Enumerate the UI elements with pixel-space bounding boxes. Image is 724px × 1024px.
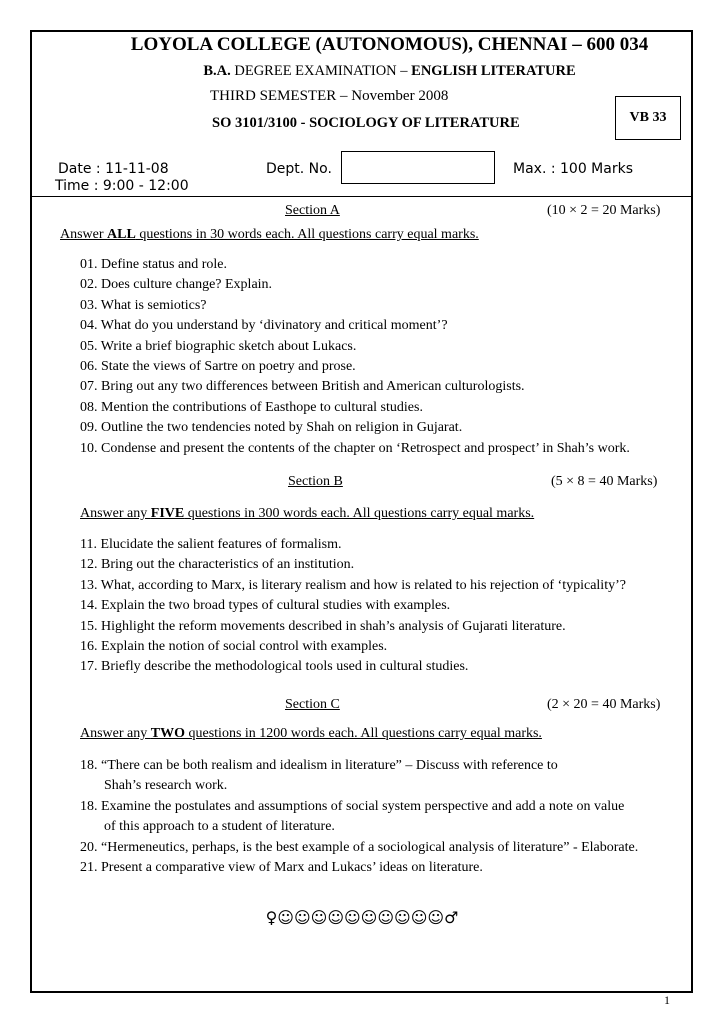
section-a-marks: (10 × 2 = 20 Marks)	[547, 203, 661, 218]
degree-prefix: B.A.	[203, 63, 231, 79]
question: 17. Briefly describe the methodological tools used in cultural studies.	[80, 659, 469, 675]
section-c-instruction	[80, 726, 542, 742]
section-a-questions	[80, 255, 630, 459]
max-marks: Max. : 100 Marks	[513, 161, 633, 177]
degree-line	[0, 63, 724, 80]
question: 21. Present a comparative view of Marx and Lukacs’ ideas on literature.	[80, 859, 483, 875]
degree-subject: ENGLISH LITERATURE	[411, 63, 576, 79]
question-continuation: Shah’s research work.	[104, 778, 228, 794]
question: 14. Explain the two broad types of cultural studies with examples.	[80, 598, 451, 614]
section-a-instr-post: questions in 30 words each. All questions carry equal marks.	[135, 227, 479, 242]
question: 02. Does culture change? Explain.	[80, 277, 273, 293]
section-c-instr-bold: TWO	[150, 726, 185, 741]
section-a-title: Section A	[285, 203, 340, 218]
question-continuation: of this approach to a student of literature.	[104, 819, 335, 835]
question: 09. Outline the two tendencies noted by Shah on religion in Gujarat.	[80, 420, 463, 436]
question: 18. “There can be both realism and idealism in literature” – Discuss with reference to	[80, 758, 558, 773]
paper-code-box	[615, 96, 681, 140]
semester-line: THIRD SEMESTER – November 2008	[210, 88, 449, 104]
question: 08. Mention the contributions of Easthope to cultural studies.	[80, 399, 423, 415]
section-a-instruction	[60, 227, 479, 243]
question: 16. Explain the notion of social control with examples.	[80, 638, 388, 654]
question: 05. Write a brief biographic sketch about Lukacs.	[80, 338, 357, 354]
section-b-instr-post: questions in 300 words each. All questions carry equal marks.	[184, 506, 535, 521]
section-c-marks: (2 × 20 = 40 Marks)	[547, 697, 661, 712]
question: 18. Examine the postulates and assumptions of social system perspective and add a note on value	[80, 798, 625, 814]
course-title: SO 3101/3100 - SOCIOLOGY OF LITERATURE	[212, 115, 520, 131]
question: 12. Bring out the characteristics of an institution.	[80, 557, 355, 573]
question: 04. What do you understand by ‘divinatory and critical moment’?	[80, 318, 448, 334]
question: 11. Elucidate the salient features of formalism.	[80, 537, 342, 552]
dept-no-label: Dept. No.	[266, 161, 332, 177]
question: 01. Define status and role.	[80, 257, 227, 272]
section-c-title: Section C	[285, 697, 340, 712]
section-c-instr-post: questions in 1200 words each. All questions carry equal marks.	[185, 726, 542, 741]
question: 07. Bring out any two differences between British and American culturologists.	[80, 379, 525, 395]
question: 13. What, according to Marx, is literary realism and how is related to his rejection of ‘typicality’?	[80, 577, 626, 593]
question: 03. What is semiotics?	[80, 297, 207, 313]
section-b-questions	[80, 535, 626, 678]
section-b-instr-bold: FIVE	[150, 506, 185, 521]
end-ornament: ♀☺☺☺☺☺☺☺☺☺☺♂	[265, 908, 459, 927]
paper-code: VB 33	[629, 110, 667, 125]
section-c-questions	[80, 756, 638, 878]
header-divider	[32, 196, 691, 197]
exam-time: Time : 9:00 - 12:00	[55, 178, 189, 194]
question: 10. Condense and present the contents of the chapter on ‘Retrospect and prospect’ in Shah’s work.	[80, 440, 630, 456]
dept-no-box	[341, 151, 495, 184]
section-a-instr-pre: Answer	[60, 227, 108, 242]
section-b-marks: (5 × 8 = 40 Marks)	[551, 474, 658, 489]
degree-middle: DEGREE EXAMINATION –	[230, 63, 412, 79]
page-number: 1	[664, 993, 670, 1007]
section-c-instr-pre: Answer any	[80, 726, 151, 741]
college-title: LOYOLA COLLEGE (AUTONOMOUS), CHENNAI – 600 034	[130, 34, 649, 55]
question: 06. State the views of Sartre on poetry and prose.	[80, 358, 356, 374]
exam-date: Date : 11-11-08	[58, 161, 169, 177]
question: 20. “Hermeneutics, perhaps, is the best example of a sociological analysis of literature” - Elaborate.	[80, 839, 639, 855]
section-a-instr-bold: ALL	[107, 227, 136, 242]
section-b-title: Section B	[288, 474, 343, 489]
question: 15. Highlight the reform movements described in shah’s analysis of Gujarati literature.	[80, 618, 566, 634]
section-b-instruction	[80, 506, 534, 522]
section-b-instr-pre: Answer any	[80, 506, 151, 521]
